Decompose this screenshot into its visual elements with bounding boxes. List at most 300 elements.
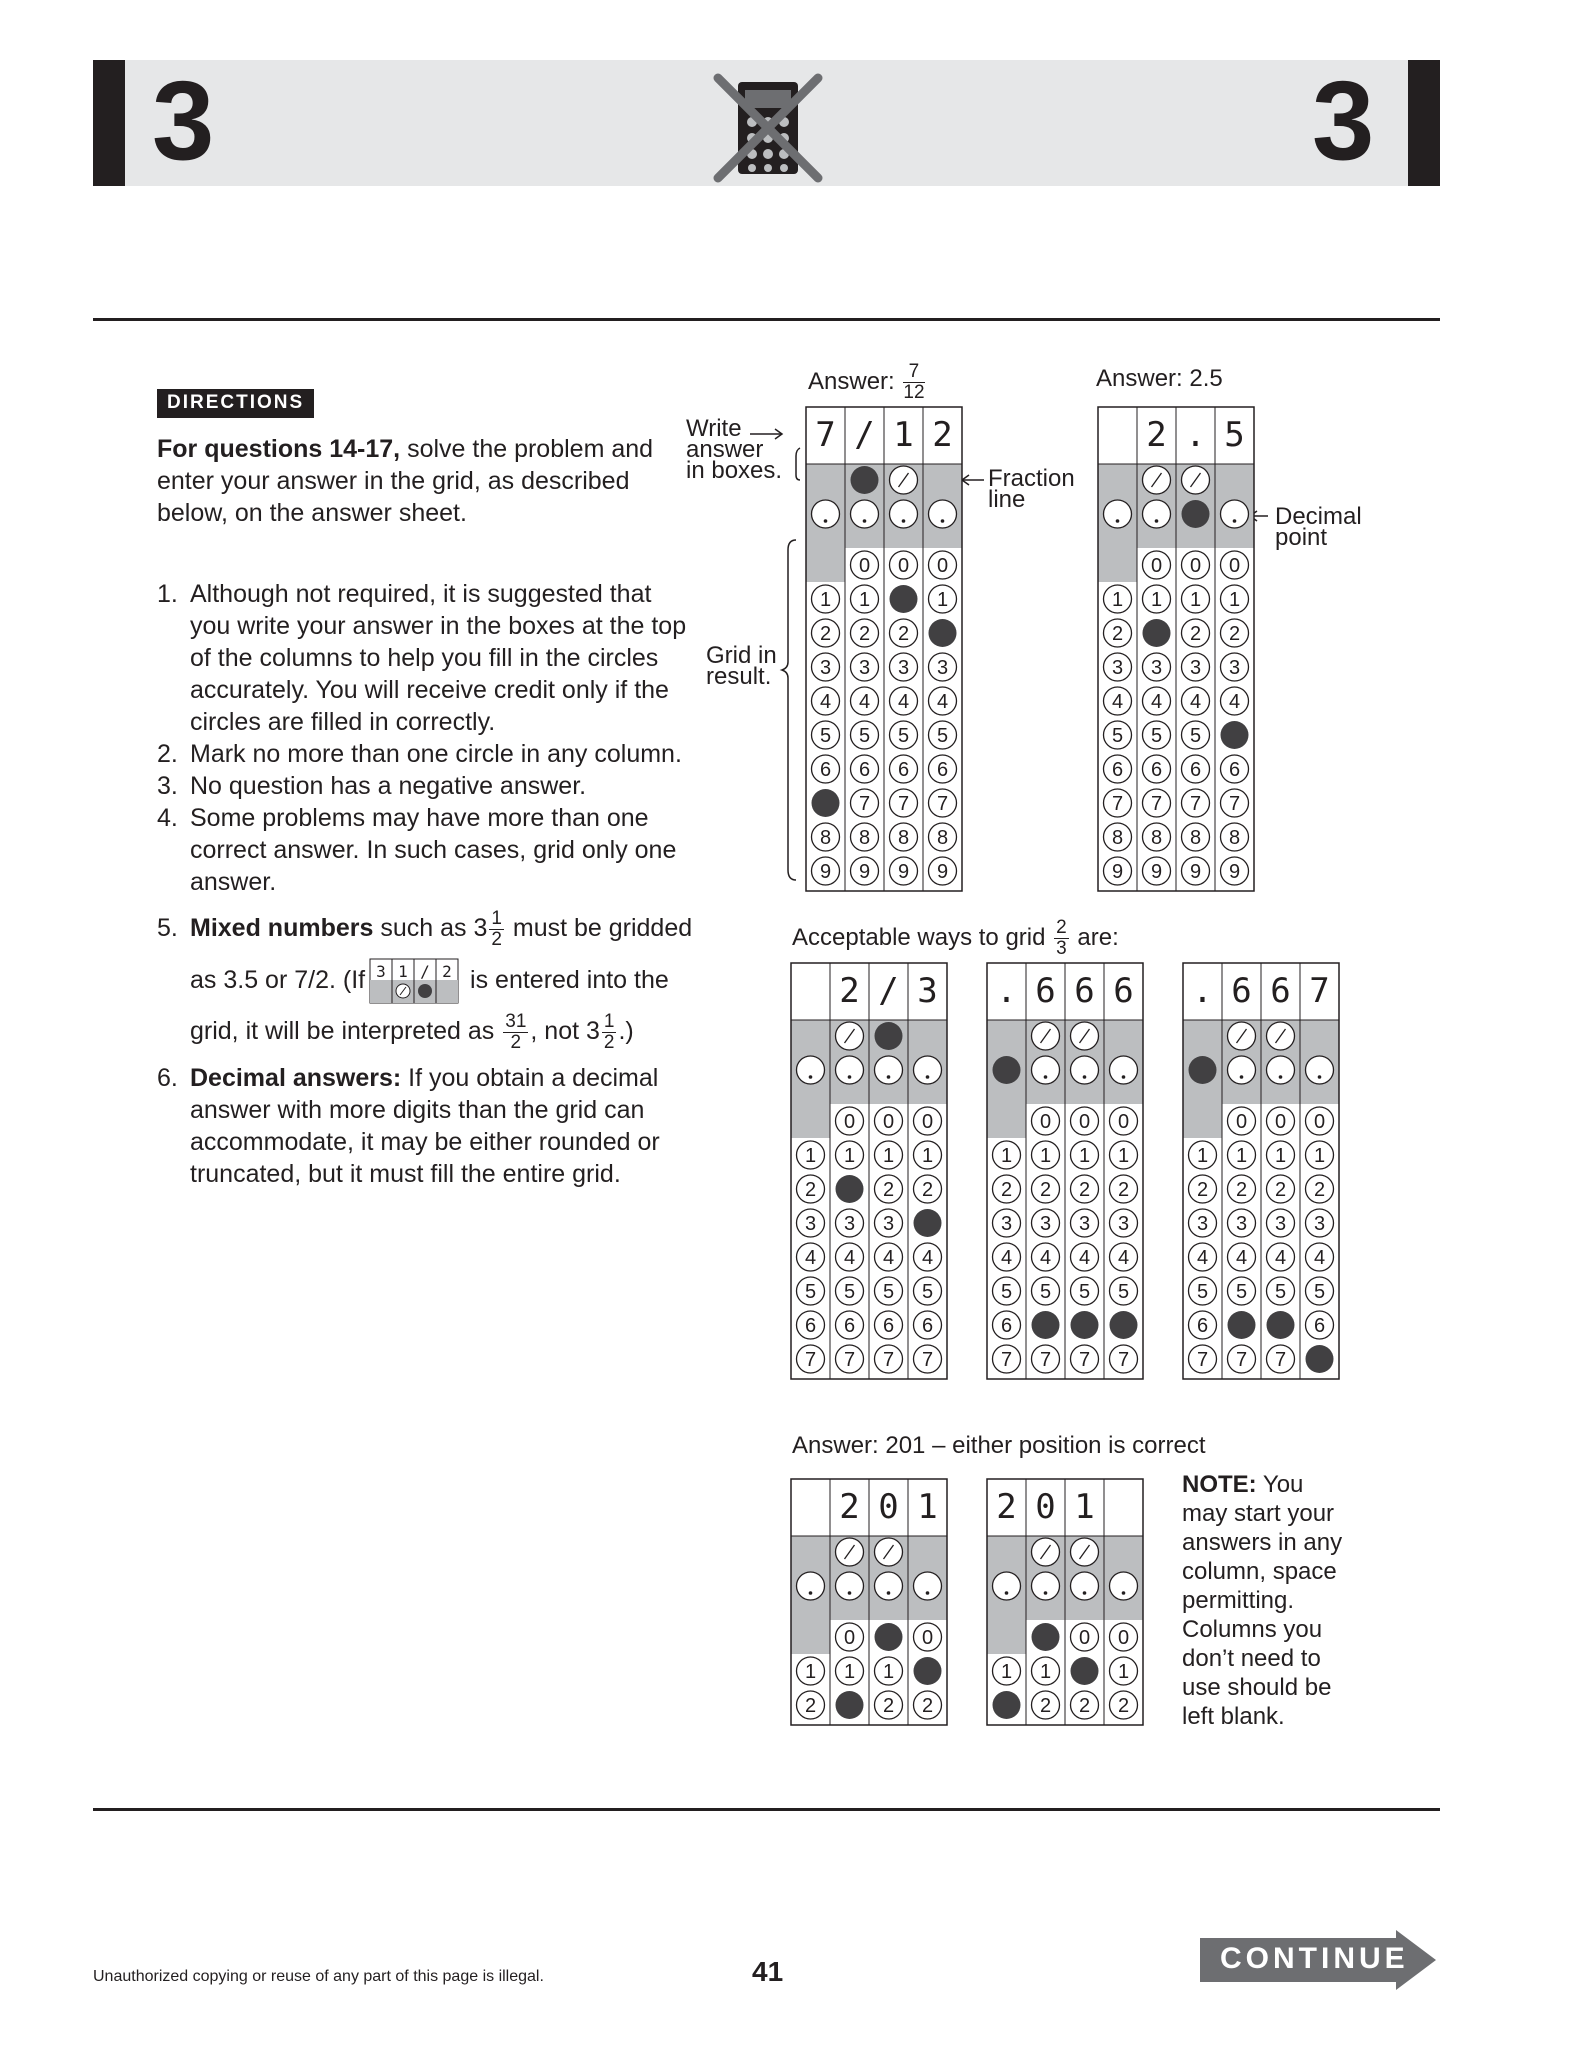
bubble-digit: 1	[936, 589, 949, 611]
grid-shade	[806, 548, 845, 582]
filled-bubble	[1071, 1657, 1099, 1685]
bubble-digit: 4	[1117, 1247, 1130, 1269]
bubble-digit: 4	[1228, 691, 1241, 713]
bubble-digit: 8	[1228, 827, 1241, 849]
bubble-digit: 7	[897, 793, 910, 815]
bubble-digit: 5	[1274, 1281, 1287, 1303]
mini-grid-char: 3	[376, 962, 386, 982]
bubble-digit: 7	[1189, 793, 1202, 815]
bubble-digit: 7	[804, 1349, 817, 1371]
bubble-digit: 3	[1150, 657, 1163, 679]
bubble-digit: 1	[1117, 1145, 1130, 1167]
grid-box-char: 5	[1224, 415, 1245, 455]
bubble-digit: 3	[1274, 1213, 1287, 1235]
bubble-digit: 4	[921, 1247, 934, 1269]
dot-bubble	[1306, 1056, 1334, 1084]
bubble-digit: 1	[819, 589, 832, 611]
write-answer-label: Write answer in boxes.	[686, 415, 783, 484]
bubble-digit: 0	[897, 555, 910, 577]
bubble-digit: 0	[1313, 1111, 1326, 1133]
filled-bubble	[993, 1056, 1021, 1084]
filled-bubble	[851, 466, 879, 494]
dot-bubble	[797, 1572, 825, 1600]
grid-box-char: 3	[917, 971, 938, 1011]
dot-mark	[887, 1075, 891, 1079]
bubble-digit: 0	[1117, 1111, 1130, 1133]
bubble-digit: 2	[1235, 1179, 1248, 1201]
grid-box-char: 2	[839, 971, 860, 1011]
dot-mark	[848, 1075, 852, 1079]
dot-bubble	[1032, 1056, 1060, 1084]
bubble-digit: 0	[921, 1111, 934, 1133]
grid-box-char: 2	[996, 1487, 1017, 1527]
bubble-digit: 5	[858, 725, 871, 747]
rule-text: No question has a negative answer.	[190, 772, 587, 800]
filled-bubble	[875, 1623, 903, 1651]
dot-bubble	[1071, 1056, 1099, 1084]
bubble-digit: 6	[1196, 1315, 1209, 1337]
filled-bubble	[1267, 1311, 1295, 1339]
frac-den: 12	[903, 382, 925, 403]
bubble-digit: 1	[1196, 1145, 1209, 1167]
bubble-digit: 1	[1039, 1661, 1052, 1683]
mixed-numbers-bold: Mixed numbers	[190, 914, 374, 942]
bubble-digit: 4	[804, 1247, 817, 1269]
bubble-digit: 5	[1196, 1281, 1209, 1303]
grid-box-char: 6	[1231, 971, 1252, 1011]
dot-bubble	[836, 1572, 864, 1600]
bubble-digit: 6	[897, 759, 910, 781]
frac-num: 1	[603, 1010, 615, 1032]
frac-num: 31	[505, 1010, 527, 1032]
bubble-digit: 8	[819, 827, 832, 849]
bubble-digit: 7	[1274, 1349, 1287, 1371]
grid-shade	[987, 1620, 1026, 1654]
bubble-digit: 5	[897, 725, 910, 747]
bubble-digit: 6	[1111, 759, 1124, 781]
rule-item-decimal	[157, 1062, 697, 1190]
dot-mark	[809, 1075, 813, 1079]
bubble-digit: 2	[1274, 1179, 1287, 1201]
bubble-digit: 9	[1228, 861, 1241, 883]
bubble-digit: 1	[1000, 1661, 1013, 1683]
bubble-digit: 8	[858, 827, 871, 849]
filled-bubble	[1189, 1056, 1217, 1084]
bubble-digit: 9	[1150, 861, 1163, 883]
bubble-digit: 6	[1150, 759, 1163, 781]
bubble-digit: 2	[1189, 623, 1202, 645]
copyright-notice: Unauthorized copying or reuse of any part of this page is illegal.	[93, 1968, 544, 1985]
bubble-digit: 8	[936, 827, 949, 849]
answer-grid-667	[1182, 962, 1342, 1382]
bubble-digit: 5	[882, 1281, 895, 1303]
bubble-digit: 0	[1150, 555, 1163, 577]
fraction-one-half	[602, 1012, 617, 1053]
dot-bubble	[851, 500, 879, 528]
bubble-digit: 0	[936, 555, 949, 577]
rule-text: Mark no more than one circle in any column.	[190, 740, 682, 768]
rule-number: 3.	[157, 772, 178, 800]
grid-box-char: 6	[1074, 971, 1095, 1011]
bubble-digit: 2	[1078, 1179, 1091, 1201]
answer-label: Answer:	[808, 367, 902, 395]
grid-in-bracket	[782, 540, 796, 880]
bubble-digit: 7	[843, 1349, 856, 1371]
bubble-digit: 9	[858, 861, 871, 883]
filled-bubble	[929, 619, 957, 647]
fraction-one-half	[489, 909, 504, 950]
dot-mark	[848, 1591, 852, 1595]
bubble-digit: 1	[1078, 1145, 1091, 1167]
rule-text: such as	[373, 914, 474, 942]
bubble-digit: 0	[843, 1111, 856, 1133]
bubble-digit: 2	[804, 1695, 817, 1717]
dot-bubble	[914, 1572, 942, 1600]
bubble-digit: 2	[1078, 1695, 1091, 1717]
acceptable-label: Acceptable ways to grid	[792, 923, 1053, 951]
bubble-digit: 4	[897, 691, 910, 713]
filled-bubble	[1228, 1311, 1256, 1339]
bubble-digit: 8	[1189, 827, 1202, 849]
bubble-digit: 6	[819, 759, 832, 781]
bubble-digit: 4	[1150, 691, 1163, 713]
dot-mark	[941, 519, 945, 523]
directions-intro	[157, 433, 677, 529]
grid-box-char: /	[878, 971, 899, 1011]
grid-box-char: 0	[878, 1487, 899, 1527]
bubble-digit: 1	[804, 1661, 817, 1683]
mini-grid-char: /	[420, 962, 430, 982]
dot-mark	[1083, 1075, 1087, 1079]
bubble-digit: 5	[1150, 725, 1163, 747]
filled-bubble	[812, 789, 840, 817]
bubble-digit: 2	[1228, 623, 1241, 645]
dot-mark	[926, 1591, 930, 1595]
bubble-digit: 5	[936, 725, 949, 747]
bubble-digit: 7	[882, 1349, 895, 1371]
bubble-digit: 5	[1313, 1281, 1326, 1303]
bubble-digit: 5	[804, 1281, 817, 1303]
dot-bubble	[1143, 500, 1171, 528]
bubble-digit: 3	[843, 1213, 856, 1235]
bubble-digit: 5	[1235, 1281, 1248, 1303]
dot-bubble	[1110, 1056, 1138, 1084]
filled-bubble	[890, 585, 918, 613]
bubble-digit: 9	[1189, 861, 1202, 883]
grid-shade	[1183, 1104, 1222, 1138]
bubble-digit: 2	[897, 623, 910, 645]
bubble-digit: 7	[1111, 793, 1124, 815]
bubble-digit: 0	[1078, 1627, 1091, 1649]
bubble-digit: 7	[1039, 1349, 1052, 1371]
bubble-digit: 1	[858, 589, 871, 611]
grid-box-char: 6	[1035, 971, 1056, 1011]
bubble-digit: 2	[921, 1179, 934, 1201]
dot-bubble	[1110, 1572, 1138, 1600]
rule-number: 1.	[157, 580, 178, 608]
dot-mark	[1122, 1075, 1126, 1079]
filled-bubble	[993, 1691, 1021, 1719]
dot-bubble	[875, 1056, 903, 1084]
filled-bubble	[914, 1209, 942, 1237]
bubble-digit: 2	[882, 1179, 895, 1201]
grid-box-char: 7	[815, 415, 836, 455]
rule-text: , not	[530, 1016, 586, 1045]
bubble-digit: 2	[1196, 1179, 1209, 1201]
bubble-digit: 7	[1196, 1349, 1209, 1371]
dot-mark	[887, 1591, 891, 1595]
grid-box-char: 0	[1035, 1487, 1056, 1527]
dot-mark	[1279, 1075, 1283, 1079]
grid-box-char: .	[1192, 971, 1213, 1011]
filled-bubble	[1032, 1311, 1060, 1339]
fraction-7-12	[903, 362, 924, 403]
note-bold: NOTE:	[1182, 1471, 1257, 1498]
decimal-point-label: Decimal point	[1275, 503, 1362, 551]
fraction-line-label: Fraction line	[988, 465, 1075, 513]
bubble-digit: 2	[1313, 1179, 1326, 1201]
grid-box-char: 2	[839, 1487, 860, 1527]
dot-mark	[809, 1591, 813, 1595]
bracket	[796, 448, 800, 480]
bubble-digit: 1	[1228, 589, 1241, 611]
bubble-digit: 3	[1228, 657, 1241, 679]
rule-number: 5.	[157, 914, 178, 942]
bubble-digit: 7	[858, 793, 871, 815]
grid-box-char: 6	[1270, 971, 1291, 1011]
dot-bubble	[929, 500, 957, 528]
dot-mark	[1116, 519, 1120, 523]
bubble-digit: 0	[1039, 1111, 1052, 1133]
dot-bubble	[875, 1572, 903, 1600]
bubble-digit: 0	[1228, 555, 1241, 577]
bubble-digit: 2	[1111, 623, 1124, 645]
bubble-digit: 3	[1235, 1213, 1248, 1235]
grid-in-result-label: Grid in result.	[706, 642, 777, 690]
dot-bubble	[1032, 1572, 1060, 1600]
bubble-digit: 4	[936, 691, 949, 713]
answer-grid-666	[986, 962, 1146, 1382]
bubble-digit: 5	[921, 1281, 934, 1303]
filled-bubble	[1221, 721, 1249, 749]
bubble-digit: 4	[1000, 1247, 1013, 1269]
answer-grid-201-left	[986, 1478, 1146, 1728]
intro-text: solve the problem and enter your answer in the grid, as described below, on the answer sheet.	[157, 435, 654, 527]
bubble-digit: 2	[882, 1695, 895, 1717]
grid-box-char: 1	[1074, 1487, 1095, 1527]
no-calculator-icon	[712, 72, 824, 184]
rule-text: is entered into the	[463, 965, 669, 994]
dot-mark	[1122, 1591, 1126, 1595]
filled-bubble	[836, 1175, 864, 1203]
dot-mark	[1318, 1075, 1322, 1079]
rule-item-mixed-numbers	[157, 908, 697, 1056]
bubble-digit: 9	[897, 861, 910, 883]
bubble-digit: 3	[1189, 657, 1202, 679]
grid-shade	[987, 1104, 1026, 1138]
bubble-digit: 6	[936, 759, 949, 781]
bubble-digit: 1	[882, 1145, 895, 1167]
answer-value: 2.5	[1189, 365, 1223, 392]
decimal-answers-bold: Decimal answers:	[190, 1063, 402, 1092]
bottom-rule	[93, 1808, 1440, 1811]
bubble-digit: 0	[1078, 1111, 1091, 1133]
rule-text: If you obtain a decimal answer with more digits than the grid can accommodate, it may be either rounded or truncated, but it must fill the entire grid.	[190, 1063, 660, 1188]
bubble-digit: 2	[819, 623, 832, 645]
bubble-digit: 8	[1150, 827, 1163, 849]
bubble-digit: 1	[882, 1661, 895, 1683]
mini-grid-char: 2	[442, 962, 452, 982]
bubble-digit: 4	[819, 691, 832, 713]
filled-bubble	[1143, 619, 1171, 647]
dot-mark	[1005, 1591, 1009, 1595]
bubble-digit: 7	[1235, 1349, 1248, 1371]
page-number: 41	[752, 1956, 784, 1987]
frac-den: 2	[510, 1031, 522, 1053]
bubble-digit: 9	[1111, 861, 1124, 883]
acceptable-end: are:	[1070, 923, 1119, 951]
filled-bubble	[1071, 1311, 1099, 1339]
bubble-digit: 1	[1000, 1145, 1013, 1167]
bubble-digit: 0	[1117, 1627, 1130, 1649]
bubble-digit: 9	[819, 861, 832, 883]
bubble-digit: 5	[843, 1281, 856, 1303]
bubble-digit: 5	[1189, 725, 1202, 747]
grid-box-char: .	[1185, 415, 1206, 455]
bubble-digit: 3	[936, 657, 949, 679]
bubble-digit: 4	[1189, 691, 1202, 713]
bubble-digit: 1	[1274, 1145, 1287, 1167]
dot-bubble	[1228, 1056, 1256, 1084]
bubble-digit: 6	[882, 1315, 895, 1337]
bubble-digit: 7	[936, 793, 949, 815]
bubble-digit: 3	[1117, 1213, 1130, 1235]
dot-bubble	[890, 500, 918, 528]
bubble-digit: 4	[843, 1247, 856, 1269]
dot-mark	[1044, 1075, 1048, 1079]
bubble-digit: 3	[1111, 657, 1124, 679]
bubble-digit: 3	[897, 657, 910, 679]
bubble-digit: 7	[1228, 793, 1241, 815]
grid-box-char: /	[854, 415, 875, 455]
fraction-31-2	[503, 1012, 528, 1053]
header-left-bar	[93, 60, 125, 186]
answer-label: Answer:	[1096, 365, 1190, 392]
note-body: You may start your answers in any column, space permitting. Columns you don’t need to use should be left blank.	[1182, 1471, 1343, 1730]
bubble-digit: 5	[1078, 1281, 1091, 1303]
mini-filled-bubble	[418, 984, 432, 998]
answer-grid-2-5	[1097, 406, 1257, 894]
bubble-digit: 2	[1117, 1695, 1130, 1717]
bubble-digit: 4	[1274, 1247, 1287, 1269]
grid-box-char: 1	[893, 415, 914, 455]
rule-number: 6.	[157, 1063, 178, 1092]
bubble-digit: 1	[843, 1145, 856, 1167]
bubble-digit: 7	[1117, 1349, 1130, 1371]
intro-bold: For questions 14-17,	[157, 435, 401, 463]
answer-grid-201-right	[790, 1478, 950, 1728]
filled-bubble	[836, 1691, 864, 1719]
frac-den: 2	[603, 1031, 615, 1053]
frac-num: 2	[1056, 917, 1067, 938]
rule-text: .)	[618, 1016, 634, 1045]
bubble-digit: 8	[1111, 827, 1124, 849]
bubble-digit: 1	[1313, 1145, 1326, 1167]
bubble-digit: 5	[1117, 1281, 1130, 1303]
bubble-digit: 3	[819, 657, 832, 679]
bubble-digit: 1	[1150, 589, 1163, 611]
dot-bubble	[914, 1056, 942, 1084]
grid-box-char: 2	[1146, 415, 1167, 455]
rule-number: 2.	[157, 740, 178, 768]
bubble-digit: 6	[843, 1315, 856, 1337]
rule-text: Some problems may have more than one correct answer. In such cases, grid only one answer.	[190, 804, 677, 896]
mixed-whole: 3	[586, 1016, 600, 1045]
dot-mark	[926, 1075, 930, 1079]
bubble-digit: 1	[1235, 1145, 1248, 1167]
filled-bubble	[1182, 500, 1210, 528]
bubble-digit: 0	[921, 1627, 934, 1649]
dot-bubble	[993, 1572, 1021, 1600]
bubble-digit: 6	[1189, 759, 1202, 781]
bubble-digit: 0	[1235, 1111, 1248, 1133]
rule-number: 4.	[157, 804, 178, 832]
section-number-right: 3	[1312, 58, 1375, 183]
frac-den: 2	[491, 928, 502, 950]
bubble-digit: 6	[1000, 1315, 1013, 1337]
filled-bubble	[1306, 1345, 1334, 1373]
filled-bubble	[875, 1022, 903, 1050]
dot-mark	[1240, 1075, 1244, 1079]
bubble-digit: 2	[1117, 1179, 1130, 1201]
bubble-digit: 4	[1196, 1247, 1209, 1269]
bubble-digit: 3	[1000, 1213, 1013, 1235]
dot-mark	[1155, 519, 1159, 523]
note-text	[1182, 1470, 1352, 1731]
mini-grid-char: 1	[398, 962, 408, 982]
dot-bubble	[1104, 500, 1132, 528]
bubble-digit: 1	[1039, 1145, 1052, 1167]
bubble-digit: 1	[1111, 589, 1124, 611]
grid-box-char: .	[996, 971, 1017, 1011]
acceptable-ways-caption	[792, 918, 1119, 959]
dot-bubble	[812, 500, 840, 528]
bubble-digit: 4	[1039, 1247, 1052, 1269]
bubble-digit: 4	[1235, 1247, 1248, 1269]
bubble-digit: 4	[882, 1247, 895, 1269]
bubble-digit: 3	[1196, 1213, 1209, 1235]
dot-bubble	[836, 1056, 864, 1084]
grid-shade	[791, 1104, 830, 1138]
bubble-digit: 2	[858, 623, 871, 645]
bubble-digit: 3	[882, 1213, 895, 1235]
dot-bubble	[1221, 500, 1249, 528]
bubble-digit: 4	[1078, 1247, 1091, 1269]
bubble-digit: 6	[921, 1315, 934, 1337]
top-rule	[93, 318, 1440, 321]
bubble-digit: 6	[858, 759, 871, 781]
dot-mark	[824, 519, 828, 523]
dot-mark	[863, 519, 867, 523]
directions-label: DIRECTIONS	[157, 389, 314, 418]
grid-box-char: 2	[932, 415, 953, 455]
dot-bubble	[1267, 1056, 1295, 1084]
bubble-digit: 7	[921, 1349, 934, 1371]
bubble-digit: 3	[804, 1213, 817, 1235]
frac-num: 7	[903, 362, 924, 383]
frac-den: 3	[1056, 938, 1067, 959]
bubble-digit: 5	[1039, 1281, 1052, 1303]
